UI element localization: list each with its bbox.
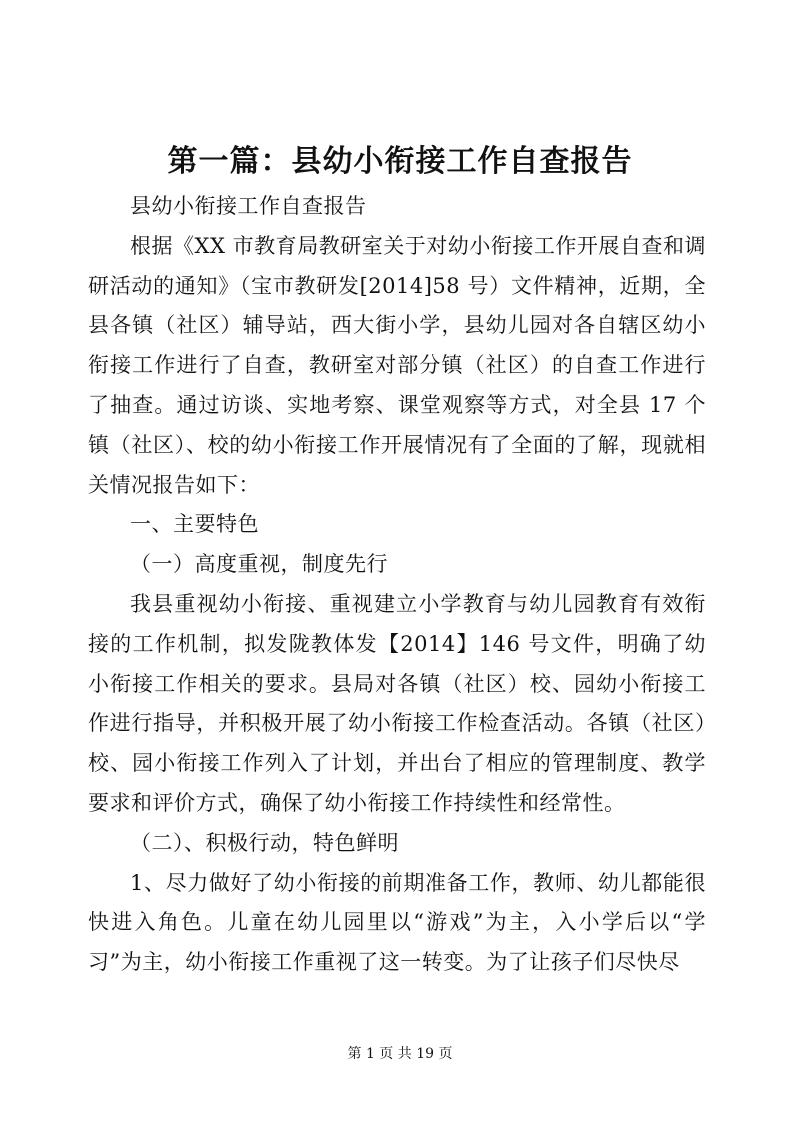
document-subtitle: 县幼小衔接工作自查报告 [130,194,367,218]
page-footer: 第 1 页 共 19 页 [347,1046,453,1062]
paragraph-preparation: 1、尽力做好了幼小衔接的前期准备工作，教师、幼儿都能很快进入角色。儿童在幼儿园里以“游戏”为主，入小学后以“学习”为主，幼小衔接工作重视了这一转变。为了让孩子们尽快尽 [88,870,706,975]
document-title: 第一篇：县幼小衔接工作自查报告 [167,144,633,179]
subsection-heading-2: （二）、积极行动，特色鲜明 [130,830,399,855]
document-body [88,187,706,983]
paragraph-intro: 根据《XX 市教育局教研室关于对幼小衔接工作开展自查和调研活动的通知》（宝市教研发[2014]58 号）文件精神，近期，全县各镇（社区）辅导站，西大街小学，县幼儿园对各自辖区幼小衔接工作进行了自查，教研室对部分镇（社区）的自查工作进行了抽查。通过访谈、实地考察、课堂观察等方式，对全县 17 个镇（社区）、校的幼小衔接工作开展情况有了全面的了解，现就相关情况报告如下： [88,233,706,497]
subsection-heading-1: （一）高度重视，制度先行 [130,552,388,577]
paragraph-policy: 我县重视幼小衔接、重视建立小学教育与幼儿园教育有效衔接的工作机制，拟发陇教体发【2014】146 号文件，明确了幼小衔接工作相关的要求。县局对各镇（社区）校、园幼小衔接工作进行指导，并积极开展了幼小衔接工作检查活动。各镇（社区）校、园小衔接工作列入了计划，并出台了相应的管理制度、教学要求和评价方式，确保了幼小衔接工作持续性和经常性。 [88,591,706,815]
section-heading-main-features: 一、主要特色 [130,512,259,537]
